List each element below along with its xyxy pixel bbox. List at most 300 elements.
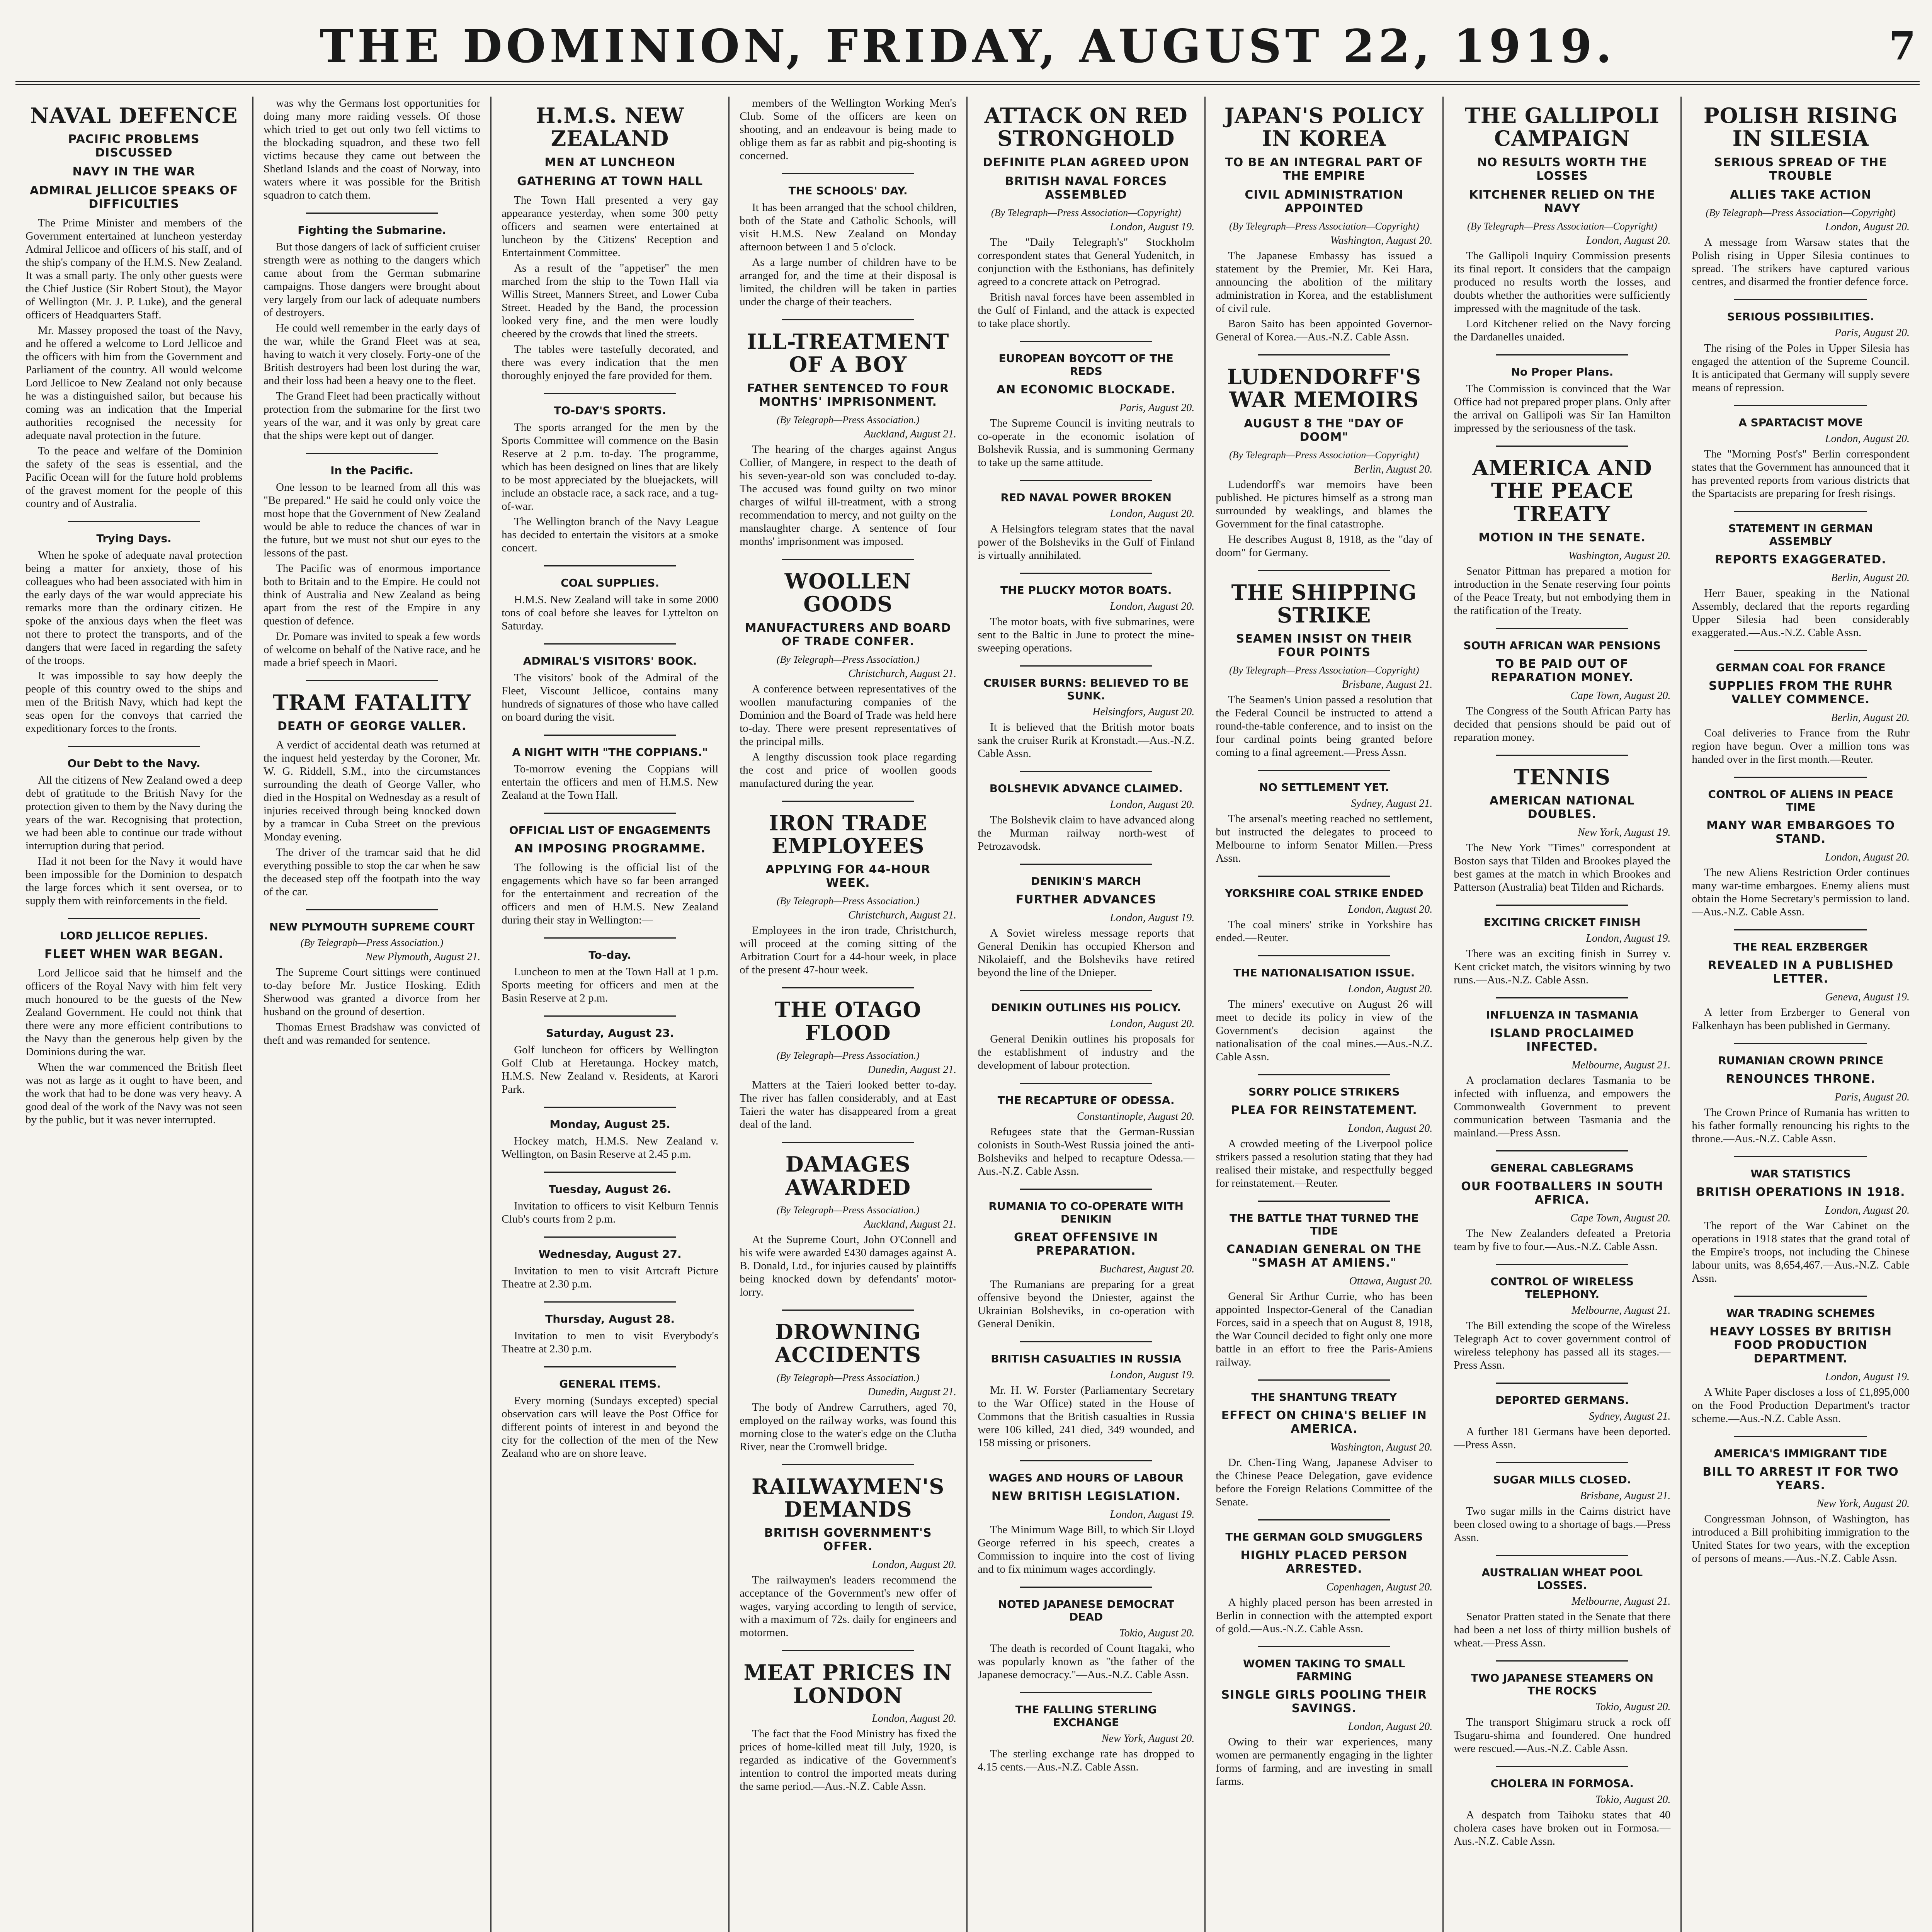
- article-body: [1216, 998, 1432, 1063]
- dateline: London, August 20.: [1825, 221, 1910, 233]
- article-body: [740, 443, 956, 548]
- column-rule: [1734, 405, 1867, 406]
- dateline: Auckland, August 21.: [864, 428, 957, 440]
- subheading: A NIGHT WITH "THE COPPIANS.": [512, 745, 708, 759]
- column: [15, 97, 253, 1932]
- column-rule: [544, 937, 676, 939]
- paragraph: There was an exciting finish in Surrey v. Kent cricket match, the visitors winning by two runs.—Aus.-N.Z. Cable Assn.: [1454, 947, 1671, 986]
- column-rule: [1020, 990, 1152, 991]
- paragraph: A despatch from Taihoku states that 40 cholera cases have broken out in Formosa.—Aus.-N.Z. Cable Assn.: [1454, 1809, 1671, 1848]
- column-rule: [1020, 864, 1152, 865]
- column-rule: [544, 1172, 676, 1173]
- subheading: CANADIAN GENERAL ON THE "SMASH AT AMIENS.": [1226, 1243, 1422, 1270]
- column-rule: [1496, 755, 1628, 756]
- dateline: Helsingfors, August 20.: [1092, 706, 1195, 718]
- article-body: [26, 966, 242, 1126]
- subheading: No Proper Plans.: [1511, 365, 1614, 378]
- article-body: [978, 813, 1194, 853]
- headline: LUDENDORFF'S WAR MEMOIRS: [1227, 364, 1421, 412]
- dateline: Melbourne, August 21.: [1571, 1595, 1671, 1608]
- article: [1454, 1766, 1670, 1848]
- paragraph: Thomas Ernest Bradshaw was convicted of theft and was remanded for sentence.: [264, 1021, 481, 1047]
- subheading: BOLSHEVIK ADVANCE CLAIMED.: [989, 782, 1183, 795]
- dateline: Cape Town, August 20.: [1570, 689, 1671, 702]
- article-body: [26, 774, 242, 907]
- article-body: [502, 965, 718, 1005]
- article: [264, 213, 480, 442]
- article-body: [1454, 1319, 1670, 1372]
- subheading: THE GERMAN GOLD SMUGGLERS: [1225, 1531, 1423, 1544]
- paragraph: Invitation to men to visit Artcraft Picture Theatre at 2.30 p.m.: [502, 1264, 719, 1290]
- article: [1692, 1156, 1910, 1285]
- article: [502, 1107, 718, 1161]
- paragraph: A Helsingfors telegram states that the naval power of the Bolsheviks in the Gulf of Finland is virtually annihilated.: [978, 522, 1195, 561]
- paragraph: Coal deliveries to France from the Ruhr region have begun. Over a million tons was handed over in the first month.—Reuter.: [1692, 726, 1910, 765]
- subheading: Thursday, August 28.: [545, 1312, 675, 1325]
- subheading: MOTION IN THE SENATE.: [1478, 531, 1646, 544]
- column-rule: [782, 559, 914, 560]
- headline: RAILWAYMEN'S DEMANDS: [752, 1474, 945, 1522]
- paragraph: The death is recorded of Count Itagaki, who was popularly known as "the father of the Japanese democracy."—Aus.-N.Z. Cable Assn.: [978, 1642, 1195, 1681]
- paragraph: Golf luncheon for officers by Wellington Golf Club at Heretaunga. Hockey match, H.M.S. New Zealand v. Residents, at Karori Park.: [502, 1043, 719, 1095]
- column-rule: [1020, 665, 1152, 667]
- article: [978, 665, 1194, 760]
- article-body: [1216, 1137, 1432, 1190]
- headline: TENNIS: [1514, 764, 1611, 789]
- paragraph: All the citizens of New Zealand owed a deep debt of gratitude to the British Navy for the protection given to them by the Navy during the years of the war. Recognising that protection, we had been able to continue our trade without interruption during that period.: [26, 774, 243, 852]
- dateline: Christchurch, August 21.: [848, 667, 957, 680]
- subheading: GENERAL ITEMS.: [559, 1377, 661, 1390]
- article: [1454, 1150, 1670, 1253]
- column-rule: [306, 213, 438, 214]
- article: [264, 680, 480, 898]
- dateline: London, August 20.: [1110, 600, 1195, 612]
- column-rule: [1496, 1555, 1628, 1556]
- article-body: [502, 1264, 718, 1291]
- subheading: To-day.: [588, 948, 631, 961]
- article-body: [1692, 1512, 1910, 1565]
- dateline: Washington, August 20.: [1330, 1441, 1433, 1454]
- subheading: SINGLE GIRLS POOLING THEIR SAVINGS.: [1221, 1688, 1427, 1716]
- subheading: LORD JELLICOE REPLIES.: [60, 929, 208, 942]
- paragraph: The Supreme Council is inviting neutrals to co-operate in the economic isolation of Bolshevik Russia, and is summoning Germany to take up the same attitude.: [978, 417, 1195, 469]
- credit-line: (By Telegraph—Press Association.): [776, 653, 920, 665]
- subheading: EUROPEAN BOYCOTT OF THE REDS: [998, 352, 1173, 378]
- article: [1216, 955, 1432, 1063]
- paragraph: The New York "Times" correspondent at Boston says that Tilden and Brookes played the best games at the match in which Brookes and Patterson (Australia) beat Tilden and Richards.: [1454, 842, 1671, 894]
- column-rule: [1734, 650, 1867, 651]
- headline: THE GALLIPOLI CAMPAIGN: [1464, 103, 1660, 151]
- column-rule: [1496, 1766, 1628, 1767]
- paragraph: The Congress of the South African Party has decided that pensions should be paid out of reparation money.: [1454, 704, 1671, 743]
- dateline: Sydney, August 21.: [1351, 798, 1433, 810]
- subheading: DENIKIN'S MARCH: [1031, 874, 1141, 888]
- article: [502, 813, 718, 927]
- article-body: [1216, 249, 1432, 344]
- article: [502, 1172, 718, 1226]
- column-rule: [1734, 511, 1867, 512]
- paragraph: The Grand Fleet had been practically without protection from the submarine for the first two years of the war, and it was only by great care that the ships were kept out of danger.: [264, 390, 481, 442]
- article: [1216, 104, 1432, 344]
- subheading: TO BE PAID OUT OF REPARATION MONEY.: [1491, 657, 1634, 684]
- dateline: London, August 19.: [1110, 912, 1195, 924]
- subheading: THE RECAPTURE OF ODESSA.: [997, 1094, 1175, 1107]
- article: [740, 987, 956, 1131]
- headline: DAMAGES AWARDED: [785, 1152, 911, 1200]
- paragraph: The railwaymen's leaders recommend the acceptance of the Government's new offer of wages, varying according to length of service, with a maximum of 72s. daily for engineers and motormen.: [740, 1574, 957, 1639]
- column-rule: [1020, 1083, 1152, 1084]
- paragraph: The New Zealanders defeated a Pretoria team by five to four.—Aus.-N.Z. Cable Assn.: [1454, 1227, 1671, 1253]
- column-rule: [1258, 876, 1390, 877]
- article-body: [978, 236, 1194, 330]
- article-body: [740, 97, 956, 162]
- dateline: Berlin, August 20.: [1831, 571, 1910, 584]
- subheading: AN ECONOMIC BLOCKADE.: [996, 383, 1176, 396]
- article-body: [740, 924, 956, 976]
- headline: NAVAL DEFENCE: [30, 103, 238, 128]
- subheading: DEATH OF GEORGE VALLER.: [277, 719, 467, 733]
- subheading: HIGHLY PLACED PERSON ARRESTED.: [1240, 1549, 1408, 1576]
- subheading: WAR STATISTICS: [1750, 1167, 1851, 1180]
- subheading: DEFINITE PLAN AGREED UPON: [983, 155, 1189, 169]
- article: [502, 104, 718, 382]
- column-rule: [1496, 1150, 1628, 1151]
- dateline: London, August 19.: [1586, 932, 1671, 945]
- article: [1692, 1436, 1910, 1565]
- paragraph: General Sir Arthur Currie, who has been appointed Inspector-General of the Canadian Forces, said in a speech that on August 8, 1918, the War Council decided to fight only one more battle in an effort to free the Paris-Amiens railway.: [1216, 1290, 1433, 1369]
- subheading: PACIFIC PROBLEMS DISCUSSED: [68, 133, 200, 160]
- column-rule: [1258, 1379, 1390, 1381]
- dateline: London, August 20.: [872, 1559, 957, 1571]
- paragraph: The Crown Prince of Rumania has written to his father formally renouncing his rights to the throne.—Aus.-N.Z. Cable Assn.: [1692, 1106, 1910, 1145]
- article-body: [1692, 866, 1910, 918]
- column-rule: [1734, 1043, 1867, 1044]
- column-rule: [544, 735, 676, 736]
- paragraph: Mr. Massey proposed the toast of the Navy, and he offered a welcome to Lord Jellicoe and the officers with him from the Government and Parliament of the country. All would welcome Lord Jellicoe to New Zealand not only because he was a distinguished sailor, but because his coming was an indication that the Imperial authorities recognised the necessity for adequate naval protection in the future.: [26, 324, 243, 442]
- article: [502, 565, 718, 633]
- column-rule: [544, 1236, 676, 1238]
- column: [1206, 97, 1444, 1932]
- column-rule: [1020, 1692, 1152, 1693]
- column-rule: [782, 173, 914, 174]
- column-rule: [782, 1650, 914, 1651]
- article: [978, 771, 1194, 853]
- subheading: NO SETTLEMENT YET.: [1259, 781, 1389, 794]
- article-body: [1454, 947, 1670, 986]
- column-rule: [68, 521, 200, 522]
- paragraph: It was impossible to say how deeply the people of this country owed to the ships and men of the British Navy, which had kept the seas open for the convoys that carried the expeditionary forces to the fronts.: [26, 670, 243, 735]
- paragraph: A letter from Erzberger to General von Falkenhayn has been published in Germany.: [1692, 1006, 1910, 1032]
- subheading: GREAT OFFENSIVE IN PREPARATION.: [1014, 1230, 1158, 1258]
- paragraph: But those dangers of lack of sufficient cruiser strength were as nothing to the dangers which came about from the German submarine campaigns. Those dangers were brought about very largely from our lack of adequate numbers of destroyers.: [264, 241, 481, 319]
- article: [1454, 1555, 1670, 1650]
- article-body: [1216, 1735, 1432, 1788]
- article: [978, 341, 1194, 469]
- dateline: Brisbane, August 21.: [1342, 679, 1433, 691]
- subheading: AUSTRALIAN WHEAT POOL LOSSES.: [1481, 1566, 1643, 1592]
- article-body: [1216, 812, 1432, 865]
- subheading: BRITISH CASUALTIES IN RUSSIA: [991, 1352, 1182, 1365]
- paragraph: A conference between representatives of the woollen manufacturing companies of the Dominion and the Board of Trade was held here to-day. There were present representatives of the principal mills.: [740, 682, 957, 748]
- subheading: THE NATIONALISATION ISSUE.: [1233, 966, 1415, 980]
- subheading: INFLUENZA IN TASMANIA: [1486, 1009, 1638, 1022]
- subheading: ISLAND PROCLAIMED INFECTED.: [1490, 1027, 1634, 1054]
- dateline: Dunedin, August 21.: [867, 1064, 957, 1076]
- article: [1216, 1646, 1432, 1788]
- paragraph: Congressman Johnson, of Washington, has introduced a Bill prohibiting immigration to the United States for two years, with the exception of persons of means.—Aus.-N.Z. Cable Assn.: [1692, 1512, 1910, 1565]
- subheading: THE SCHOOLS' DAY.: [788, 184, 908, 197]
- column-rule: [1496, 1383, 1628, 1384]
- paragraph: Lord Kitchener relied on the Navy forcing the Dardanelles unaided.: [1454, 317, 1671, 343]
- dateline: Copenhagen, August 20.: [1326, 1581, 1433, 1594]
- article: [1454, 354, 1670, 435]
- paragraph: The arsenal's meeting reached no settlement, but instructed the delegates to proceed to Melbourne to inform Senator Millen.—Press Assn.: [1216, 813, 1433, 865]
- article: [1454, 997, 1670, 1139]
- article-body: [740, 1573, 956, 1639]
- column-rule: [1734, 1156, 1867, 1157]
- paragraph: The Rumanians are preparing for a great offensive beyond the Dniester, against the Ukrainian Bolsheviks, in co-operation with General Denikin.: [978, 1278, 1195, 1330]
- dateline: London, August 20.: [1110, 507, 1195, 520]
- dateline: Ottawa, August 20.: [1349, 1275, 1433, 1287]
- paragraph: Refugees state that the German-Russian colonists in South-West Russia joined the anti-Bolsheviks and helped to recapture Odessa.—Aus.-N.Z. Cable Assn.: [978, 1125, 1195, 1177]
- column-rule: [1496, 1462, 1628, 1463]
- dateline: London, August 20.: [1586, 234, 1671, 247]
- subheading: CONTROL OF WIRELESS TELEPHONY.: [1490, 1275, 1634, 1301]
- paragraph: It is believed that the British motor boats sank the cruiser Rurik at Kronstadt.—Aus.-N.Z. Cable Assn.: [978, 721, 1195, 760]
- article-body: [502, 671, 718, 724]
- subheading: NEW PLYMOUTH SUPREME COURT: [269, 920, 475, 934]
- credit-line: (By Telegraph—Press Association—Copyright): [1467, 220, 1657, 232]
- dateline: Melbourne, August 21.: [1571, 1304, 1671, 1317]
- credit-line: (By Telegraph—Press Association.): [776, 1372, 920, 1383]
- paragraph: A crowded meeting of the Liverpool police strikers passed a resolution stating that they had realised their mistake, and respectfully begged for reinstatement.—Reuter.: [1216, 1138, 1433, 1190]
- article: [1454, 755, 1670, 894]
- column-rule: [1258, 1646, 1390, 1647]
- article-body: [978, 615, 1194, 655]
- dateline: Washington, August 20.: [1568, 549, 1671, 562]
- subheading: TWO JAPANESE STEAMERS ON THE ROCKS: [1471, 1672, 1654, 1697]
- subheading: DEPORTED GERMANS.: [1495, 1394, 1629, 1407]
- dateline: Cape Town, August 20.: [1570, 1212, 1671, 1225]
- column: [968, 97, 1206, 1932]
- article-body: [1216, 693, 1432, 759]
- subheading: SOUTH AFRICAN WAR PENSIONS: [1463, 639, 1661, 652]
- column-rule: [782, 1464, 914, 1465]
- paragraph: The miners' executive on August 26 will meet to decide its policy in view of the Government's decision against the nationalisation of the coal mines.—Aus.-N.Z. Cable Assn.: [1216, 998, 1433, 1063]
- article: [740, 1464, 956, 1639]
- paragraph: The coal miners' strike in Yorkshire has ended.—Reuter.: [1216, 918, 1433, 944]
- article: [1216, 1201, 1432, 1369]
- dateline: Auckland, August 21.: [864, 1218, 957, 1230]
- article-body: [740, 1078, 956, 1131]
- masthead-title: THE DOMINION, FRIDAY, AUGUST 22, 1919.: [320, 19, 1616, 73]
- headline: THE SHIPPING STRIKE: [1231, 580, 1417, 628]
- article: [740, 801, 956, 977]
- paragraph: Ludendorff's war memoirs have been published. He pictures himself as a strong man surrounded by weaklings, and blames the Government for the final catastrophe.: [1216, 478, 1433, 530]
- dateline: Tokio, August 20.: [1119, 1627, 1195, 1639]
- credit-line: (By Telegraph—Press Association.): [776, 1050, 920, 1061]
- article-body: [1692, 1006, 1910, 1032]
- article: [1692, 1043, 1910, 1145]
- article-body: [502, 1134, 718, 1161]
- article-body: [978, 1642, 1194, 1681]
- column-rule: [1496, 905, 1628, 906]
- article: [502, 1015, 718, 1096]
- subheading: MANUFACTURERS AND BOARD OF TRADE CONFER.: [745, 621, 951, 648]
- paragraph: To-morrow evening the Coppians will entertain the officers and men of H.M.S. New Zealand at the Town Hall.: [502, 762, 719, 801]
- subheading: SORRY POLICE STRIKERS: [1248, 1085, 1400, 1099]
- article-body: [1454, 1808, 1670, 1848]
- headline: AMERICA AND THE PEACE TREATY: [1472, 455, 1652, 526]
- subheading: STATEMENT IN GERMAN ASSEMBLY: [1728, 522, 1873, 548]
- subheading: DENIKIN OUTLINES HIS POLICY.: [991, 1001, 1181, 1014]
- article: [1692, 650, 1910, 766]
- subheading: SUPPLIES FROM THE RUHR VALLEY COMMENCE.: [1708, 679, 1893, 706]
- paragraph: The Bolshevik claim to have advanced along the Murman railway north-west of Petrozavodsk.: [978, 813, 1195, 852]
- article-body: [1692, 342, 1910, 394]
- column-rule: [544, 1301, 676, 1303]
- paragraph: The transport Shigimaru struck a rock off Tsugaru-shima and foundered. One hundred were rescued.—Aus.-N.Z. Cable Assn.: [1454, 1716, 1671, 1755]
- article: [740, 173, 956, 308]
- paragraph: When the war commenced the British fleet was not as large as it ought to have been, and the work that had to be done was very heavy. A good deal of the work of the Navy was not seen by the public, but it was never interrupted.: [26, 1061, 243, 1126]
- paragraph: To the peace and welfare of the Dominion the safety of the seas is essential, and the Pacific Ocean will for the future hold problems of the gravest moment for the people of this country and of Australia.: [26, 445, 243, 510]
- dateline: New Plymouth, August 21.: [365, 951, 481, 963]
- column-rule: [1020, 1587, 1152, 1588]
- column-rule: [1020, 1341, 1152, 1342]
- subheading: RUMANIA TO CO-OPERATE WITH DENIKIN: [988, 1199, 1184, 1225]
- paragraph: Dr. Pomare was invited to speak a few words of welcome on behalf of the Native race, and he made a brief speech in Maori.: [264, 630, 481, 669]
- article: [1216, 354, 1432, 559]
- article: [26, 104, 242, 510]
- article-body: [740, 1233, 956, 1299]
- dateline: Melbourne, August 21.: [1571, 1059, 1671, 1071]
- paragraph: A message from Warsaw states that the Polish rising in Upper Silesia continues to spread. The strikers have captured various centres, and disarmed the frontier defence force.: [1692, 236, 1910, 288]
- column-rule: [1496, 628, 1628, 629]
- article: [1454, 1660, 1670, 1755]
- article-body: [264, 97, 480, 202]
- dateline: Berlin, August 20.: [1354, 463, 1433, 475]
- headline: DROWNING ACCIDENTS: [775, 1319, 921, 1367]
- column-rule: [1734, 299, 1867, 300]
- article-body: [1216, 918, 1432, 944]
- article: [978, 1587, 1194, 1681]
- paragraph: A White Paper discloses a loss of £1,895,000 on the Food Production Department's tractor scheme.—Aus.-N.Z. Cable Assn.: [1692, 1386, 1910, 1425]
- paragraph: A proclamation declares Tasmania to be infected with influenza, and empowers the Commonwealth Government to prevent communication between Tasmania and the mainland.—Press Assn.: [1454, 1074, 1671, 1139]
- subheading: PLEA FOR REINSTATEMENT.: [1231, 1104, 1417, 1117]
- credit-line: (By Telegraph—Press Association.): [776, 895, 920, 907]
- article: [978, 1341, 1194, 1449]
- paragraph: Lord Jellicoe said that he himself and the officers of the Royal Navy with him felt very much honoured to be the guests of the New Zealand Government. He could not think that there were any more efficient contributions to the Navy than the generous help given by the Dominions during the war.: [26, 967, 243, 1058]
- article-body: [1692, 1219, 1910, 1285]
- paragraph: Dr. Chen-Ting Wang, Japanese Adviser to the Chinese Peace Delegation, gave evidence before the Foreign Relations Committee of the Senate.: [1216, 1456, 1433, 1509]
- article: [1454, 628, 1670, 744]
- subheading: BRITISH GOVERNMENT'S OFFER.: [764, 1526, 932, 1554]
- subheading: BRITISH OPERATIONS IN 1918.: [1696, 1185, 1905, 1199]
- article-body: [978, 1278, 1194, 1330]
- dateline: London, August 19.: [1825, 1371, 1910, 1383]
- dateline: Paris, August 20.: [1119, 401, 1195, 414]
- dateline: London, August 19.: [1110, 221, 1195, 233]
- paragraph: The visitors' book of the Admiral of the Fleet, Viscount Jellicoe, contains many hundreds of signatures of those who have called on board during the visit.: [502, 671, 719, 723]
- subheading: NOTED JAPANESE DEMOCRAT DEAD: [998, 1597, 1174, 1623]
- column-rule: [544, 813, 676, 814]
- paragraph: The sports arranged for the men by the Sports Committee will commence on the Basin Reserve at 2 p.m. to-day. The programme, which has been designed on lines that are likely to be most appreciated by the bluejackets, will include an obstacle race, a sack race, and a tug-of-war.: [502, 421, 719, 512]
- article-body: [502, 762, 718, 802]
- article: [1454, 104, 1670, 344]
- subheading: ADMIRAL'S VISITORS' BOOK.: [523, 654, 697, 667]
- paragraph: The driver of the tramcar said that he did everything possible to stop the car when he saw the deceased step off the footpath into the way of the car.: [264, 846, 481, 898]
- paragraph: At the Supreme Court, John O'Connell and his wife were awarded £430 damages against A. B. Donald, Ltd., for injuries caused by plaintiffs being knocked down by defendants' motor-lorry.: [740, 1233, 957, 1298]
- column: [730, 97, 968, 1932]
- dateline: London, August 20.: [1825, 851, 1910, 863]
- article-body: [1454, 841, 1670, 894]
- paragraph: A highly placed person has been arrested in Berlin in connection with the attempted export of gold.—Aus.-N.Z. Cable Assn.: [1216, 1596, 1433, 1635]
- paragraph: Hockey match, H.M.S. New Zealand v. Wellington, on Basin Reserve at 2.45 p.m.: [502, 1134, 719, 1160]
- subheading: COAL SUPPLIES.: [561, 576, 660, 589]
- subheading: WOMEN TAKING TO SMALL FARMING: [1243, 1657, 1405, 1683]
- article: [26, 521, 242, 735]
- subheading: Tuesday, August 26.: [549, 1182, 672, 1196]
- paragraph: The Wellington branch of the Navy League has decided to entertain the visitors at a smoke concert.: [502, 515, 719, 554]
- column: [492, 97, 730, 1932]
- column-rule: [1496, 354, 1628, 355]
- headline: MEAT PRICES IN LONDON: [743, 1660, 952, 1708]
- article: [740, 1142, 956, 1299]
- article: [1454, 1462, 1670, 1544]
- article: [502, 937, 718, 1005]
- column-rule: [544, 1015, 676, 1017]
- credit-line: (By Telegraph—Press Association—Copyright): [1229, 449, 1419, 461]
- article-body: [1216, 1596, 1432, 1635]
- column-rule: [306, 453, 438, 454]
- subheading: RUMANIAN CROWN PRINCE: [1718, 1054, 1884, 1067]
- subheading: FATHER SENTENCED TO FOUR MONTHS' IMPRISONMENT.: [747, 381, 949, 409]
- column-rule: [544, 1366, 676, 1367]
- subheading: AUGUST 8 THE "DAY OF DOOM": [1244, 417, 1405, 444]
- subheading: GERMAN COAL FOR FRANCE: [1716, 661, 1886, 674]
- subheading: APPLYING FOR 44-HOUR WEEK.: [765, 863, 930, 890]
- article: [1216, 770, 1432, 865]
- paragraph: H.M.S. New Zealand will take in some 2000 tons of coal before she leaves for Lyttelton on Saturday.: [502, 593, 719, 632]
- article-body: [978, 721, 1194, 760]
- article-body: [978, 1032, 1194, 1072]
- subheading: Saturday, August 23.: [546, 1026, 674, 1039]
- paragraph: Two sugar mills in the Cairns district have been closed owing to a shortage of bags.—Press Assn.: [1454, 1505, 1671, 1544]
- dateline: Geneva, August 19.: [1825, 991, 1910, 1003]
- paragraph: Senator Pratten stated in the Senate that there had been a net loss of thirty million bushels of wheat.—Press Assn.: [1454, 1611, 1671, 1650]
- paragraph: The Supreme Court sittings were continued to-day before Mr. Justice Hosking. Edith Sherwood was granted a divorce from her husband on the ground of desertion.: [264, 966, 481, 1018]
- article: [1216, 570, 1432, 759]
- subheading: CIVIL ADMINISTRATION APPOINTED: [1245, 188, 1404, 215]
- column-rule: [1496, 1264, 1628, 1265]
- column-rule: [544, 643, 676, 645]
- article-body: [502, 421, 718, 554]
- dateline: London, August 19.: [1110, 1508, 1195, 1520]
- article-body: [264, 481, 480, 669]
- headline: IRON TRADE EMPLOYEES: [769, 810, 927, 858]
- dateline: Dunedin, August 21.: [867, 1386, 957, 1398]
- headline: ATTACK ON RED STRONGHOLD: [984, 103, 1188, 151]
- article: [1692, 104, 1910, 288]
- paragraph: The fact that the Food Ministry has fixed the prices of home-killed meat till July, 1920, is regarded as indicative of the Government's intention to control the imported meats during the same period.—Aus.-N.Z. Cable Assn.: [740, 1728, 957, 1793]
- paragraph: Invitation to officers to visit Kelburn Tennis Club's courts from 2 p.m.: [502, 1199, 719, 1225]
- subheading: YORKSHIRE COAL STRIKE ENDED: [1225, 887, 1423, 900]
- subheading: THE REAL ERZBERGER: [1733, 940, 1868, 953]
- paragraph: The Bill extending the scope of the Wireless Telegraph Act to cover government control of wireless telephony has passed all its stages.—Press Assn.: [1454, 1320, 1671, 1372]
- article-body: [502, 1394, 718, 1460]
- column-rule: [1258, 354, 1390, 355]
- column-rule: [1258, 1519, 1390, 1520]
